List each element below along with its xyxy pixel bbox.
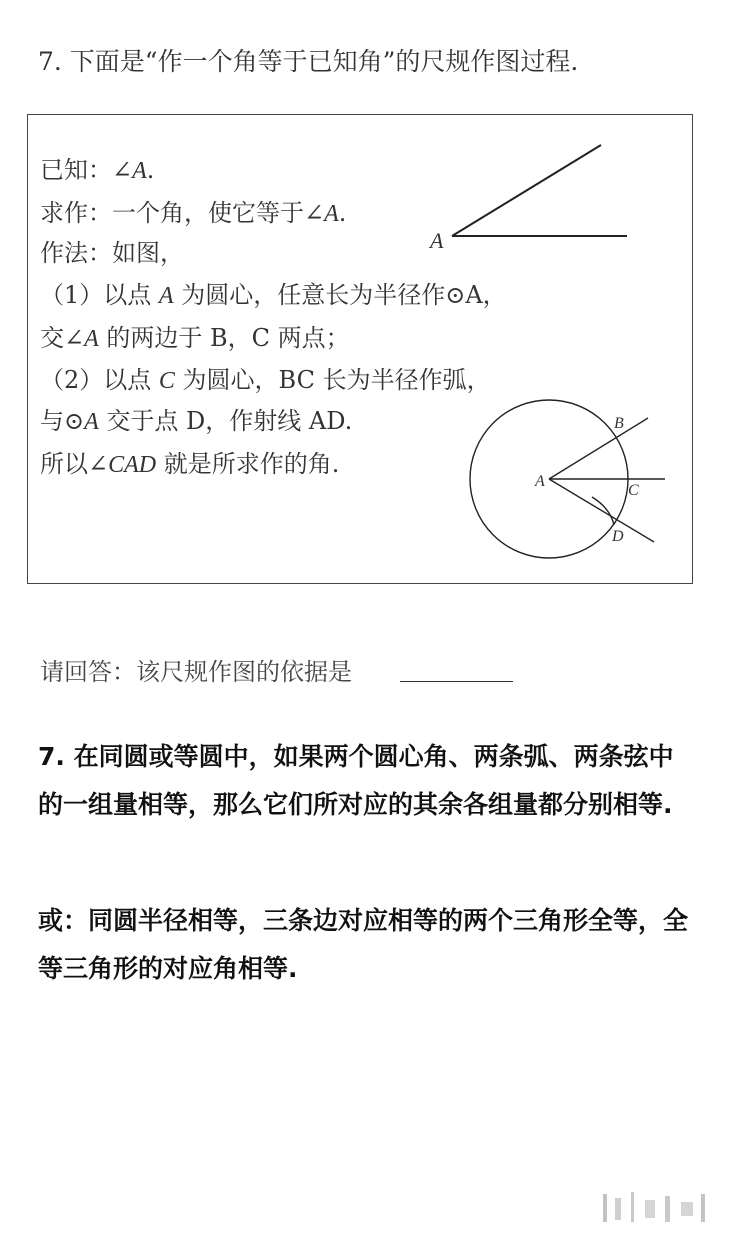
goal-line: 求作：一个角，使它等于∠A. [40, 199, 347, 227]
known-line: 已知：∠A. [40, 156, 155, 184]
answer-prompt: 请回答：该尺规作图的依据是 [40, 658, 352, 686]
step1-line: （1）以点 A 为圆心，任意长为半径作⊙A， [40, 281, 507, 309]
label-b: B [614, 415, 624, 432]
step1b-line: 交∠A 的两边于 B，C 两点； [40, 324, 350, 352]
label-d: D [612, 528, 624, 545]
angle-ray-upper [452, 145, 601, 236]
question-title: 7. 下面是“作一个角等于已知角”的尺规作图过程. [38, 47, 579, 76]
construction-figure [470, 400, 665, 558]
label-c: C [628, 482, 639, 499]
corner-watermark [595, 1188, 725, 1228]
answer-paragraph-2: 或：同圆半径相等，三条边对应相等的两个三角形全等，全等三角形的对应角相等. [38, 906, 689, 983]
given-angle-figure [428, 145, 627, 253]
ray-ab [549, 418, 648, 479]
vertex-label-a: A [430, 228, 444, 253]
step2-line: （2）以点 C 为圆心，BC 长为半径作弧， [40, 366, 491, 394]
method-line: 作法：如图， [40, 239, 184, 267]
conclusion-line: 所以∠CAD 就是所求作的角. [40, 450, 340, 478]
answer-blank [400, 681, 513, 682]
label-a: A [535, 473, 545, 490]
step2b-line: 与⊙A 交于点 D，作射线 AD. [40, 407, 353, 435]
answer-paragraph-1: 7. 在同圆或等圆中，如果两个圆心角、两条弧、两条弦中的一组量相等，那么它们所对应的其余各组量都分别相等. [38, 742, 674, 819]
